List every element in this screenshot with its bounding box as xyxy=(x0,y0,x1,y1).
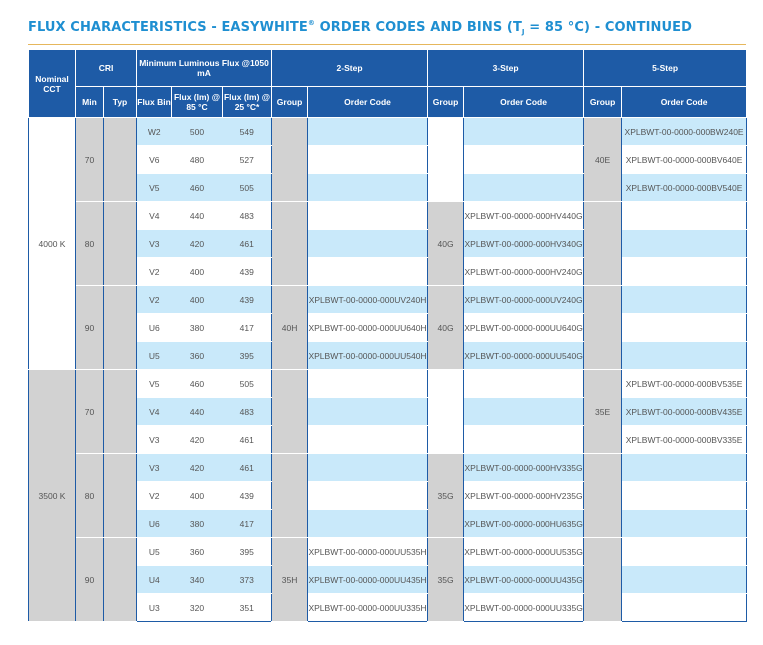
flux-85-cell: 400 xyxy=(172,286,223,314)
header-flux-bin: Flux Bin xyxy=(137,87,172,118)
flux-25-cell: 505 xyxy=(223,370,272,398)
2-step-order-code-cell xyxy=(308,174,428,202)
3-step-order-code-cell: XPLBWT-00-0000-000UU540G xyxy=(464,342,584,370)
2-step-order-code-cell xyxy=(308,258,428,286)
cri-typ-cell xyxy=(104,286,137,370)
5-step-order-code-cell xyxy=(622,594,747,622)
table-row xyxy=(29,286,747,314)
flux-bin-cell: V2 xyxy=(137,286,172,314)
flux-25-cell: 439 xyxy=(223,258,272,286)
5-step-group-cell: 35E xyxy=(584,370,622,454)
cri-typ-cell xyxy=(104,370,137,454)
flux-bin-cell: W2 xyxy=(137,118,172,146)
cri-min-cell: 90 xyxy=(76,286,104,370)
header-cri-typ: Typ xyxy=(104,87,137,118)
3-step-order-code-cell xyxy=(464,370,584,398)
3-step-order-code-cell xyxy=(464,398,584,426)
2-step-order-code-cell: XPLBWT-00-0000-000UV240H xyxy=(308,286,428,314)
5-step-group-cell xyxy=(584,538,622,622)
5-step-order-code-cell xyxy=(622,342,747,370)
2-step-group-cell: 40H xyxy=(272,286,308,370)
flux-bin-cell: V4 xyxy=(137,202,172,230)
2-step-order-code-cell xyxy=(308,146,428,174)
table-row xyxy=(29,510,747,538)
header-5-step-order-code: Order Code xyxy=(622,87,747,118)
3-step-order-code-cell xyxy=(464,426,584,454)
3-step-order-code-cell xyxy=(464,174,584,202)
table-row xyxy=(29,146,747,174)
table-row xyxy=(29,342,747,370)
5-step-group-cell xyxy=(584,286,622,370)
2-step-order-code-cell xyxy=(308,426,428,454)
cri-min-cell: 80 xyxy=(76,202,104,286)
2-step-group-cell xyxy=(272,118,308,202)
5-step-order-code-cell: XPLBWT-00-0000-000BV335E xyxy=(622,426,747,454)
3-step-order-code-cell: XPLBWT-00-0000-000UU435G xyxy=(464,566,584,594)
header-2-step-group: Group xyxy=(272,87,308,118)
flux-25-cell: 351 xyxy=(223,594,272,622)
table-row xyxy=(29,370,747,398)
3-step-order-code-cell xyxy=(464,118,584,146)
flux-85-cell: 500 xyxy=(172,118,223,146)
flux-25-cell: 461 xyxy=(223,426,272,454)
5-step-group-cell xyxy=(584,202,622,286)
header-5-step-group: Group xyxy=(584,87,622,118)
nominal-cct-cell: 3500 K xyxy=(29,370,76,622)
cri-typ-cell xyxy=(104,118,137,202)
3-step-order-code-cell: XPLBWT-00-0000-000HV340G xyxy=(464,230,584,258)
2-step-order-code-cell: XPLBWT-00-0000-000UU335H xyxy=(308,594,428,622)
cri-typ-cell xyxy=(104,538,137,622)
flux-bin-cell: V3 xyxy=(137,454,172,482)
flux-25-cell: 505 xyxy=(223,174,272,202)
flux-bin-cell: V5 xyxy=(137,174,172,202)
flux-85-cell: 360 xyxy=(172,342,223,370)
flux-85-cell: 360 xyxy=(172,538,223,566)
table-row xyxy=(29,314,747,342)
flux-table xyxy=(28,49,747,622)
flux-25-cell: 395 xyxy=(223,538,272,566)
5-step-order-code-cell: XPLBWT-00-0000-000BW240E xyxy=(622,118,747,146)
table-row xyxy=(29,174,747,202)
table-row xyxy=(29,454,747,482)
cri-min-cell: 70 xyxy=(76,118,104,202)
flux-85-cell: 400 xyxy=(172,258,223,286)
2-step-order-code-cell: XPLBWT-00-0000-000UU435H xyxy=(308,566,428,594)
5-step-order-code-cell xyxy=(622,314,747,342)
flux-bin-cell: U6 xyxy=(137,510,172,538)
3-step-group-cell xyxy=(428,118,464,202)
3-step-group-cell xyxy=(428,370,464,454)
flux-85-cell: 380 xyxy=(172,314,223,342)
cri-min-cell: 80 xyxy=(76,454,104,538)
2-step-order-code-cell xyxy=(308,454,428,482)
flux-85-cell: 420 xyxy=(172,454,223,482)
3-step-order-code-cell: XPLBWT-00-0000-000HU635G xyxy=(464,510,584,538)
3-step-group-cell: 40G xyxy=(428,286,464,370)
page-title: FLUX CHARACTERISTICS - EASYWHITE® ORDER CODES AND BINS ($T_J = 85$ °C) - CONTINUED xyxy=(28,19,693,36)
table-row xyxy=(29,538,747,566)
flux-85-cell: 440 xyxy=(172,202,223,230)
flux-bin-cell: V2 xyxy=(137,258,172,286)
flux-25-cell: 527 xyxy=(223,146,272,174)
cri-min-cell: 90 xyxy=(76,538,104,622)
flux-25-cell: 549 xyxy=(223,118,272,146)
5-step-order-code-cell: XPLBWT-00-0000-000BV535E xyxy=(622,370,747,398)
flux-25-cell: 483 xyxy=(223,202,272,230)
5-step-order-code-cell: XPLBWT-00-0000-000BV640E xyxy=(622,146,747,174)
flux-85-cell: 480 xyxy=(172,146,223,174)
5-step-order-code-cell xyxy=(622,258,747,286)
2-step-group-cell xyxy=(272,454,308,538)
header-2-step-order-code: Order Code xyxy=(308,87,428,118)
flux-bin-cell: U3 xyxy=(137,594,172,622)
flux-25-cell: 417 xyxy=(223,510,272,538)
header-3-step: 3-Step xyxy=(428,50,584,87)
5-step-order-code-cell xyxy=(622,538,747,566)
flux-25-cell: 461 xyxy=(223,230,272,258)
cri-typ-cell xyxy=(104,454,137,538)
header-2-step: 2-Step xyxy=(272,50,428,87)
2-step-order-code-cell: XPLBWT-00-0000-000UU535H xyxy=(308,538,428,566)
flux-85-cell: 460 xyxy=(172,370,223,398)
2-step-order-code-cell xyxy=(308,398,428,426)
2-step-order-code-cell xyxy=(308,202,428,230)
header-cri: CRI xyxy=(76,50,137,87)
3-step-group-cell: 35G xyxy=(428,454,464,538)
table-row xyxy=(29,230,747,258)
cri-min-cell: 70 xyxy=(76,370,104,454)
5-step-order-code-cell xyxy=(622,510,747,538)
3-step-order-code-cell: XPLBWT-00-0000-000HV235G xyxy=(464,482,584,510)
header-flux-85: Flux (lm) @ 85 °C xyxy=(172,87,223,118)
3-step-order-code-cell: XPLBWT-00-0000-000HV335G xyxy=(464,454,584,482)
3-step-order-code-cell: XPLBWT-00-0000-000UV240G xyxy=(464,286,584,314)
5-step-order-code-cell: XPLBWT-00-0000-000BV435E xyxy=(622,398,747,426)
flux-85-cell: 440 xyxy=(172,398,223,426)
3-step-order-code-cell xyxy=(464,146,584,174)
table-row xyxy=(29,566,747,594)
3-step-group-cell: 40G xyxy=(428,202,464,286)
2-step-order-code-cell: XPLBWT-00-0000-000UU640H xyxy=(308,314,428,342)
header-flux-25: Flux (lm) @ 25 °C* xyxy=(223,87,272,118)
5-step-order-code-cell xyxy=(622,566,747,594)
2-step-order-code-cell xyxy=(308,118,428,146)
5-step-order-code-cell xyxy=(622,230,747,258)
table-row xyxy=(29,258,747,286)
flux-25-cell: 483 xyxy=(223,398,272,426)
flux-25-cell: 439 xyxy=(223,286,272,314)
flux-85-cell: 420 xyxy=(172,426,223,454)
2-step-group-cell: 35H xyxy=(272,538,308,622)
table-row xyxy=(29,202,747,230)
registered-mark: ® xyxy=(307,19,315,27)
2-step-order-code-cell: XPLBWT-00-0000-000UU540H xyxy=(308,342,428,370)
2-step-order-code-cell xyxy=(308,510,428,538)
flux-bin-cell: V6 xyxy=(137,146,172,174)
flux-25-cell: 461 xyxy=(223,454,272,482)
flux-bin-cell: V4 xyxy=(137,398,172,426)
flux-25-cell: 439 xyxy=(223,482,272,510)
flux-bin-cell: V2 xyxy=(137,482,172,510)
3-step-order-code-cell: XPLBWT-00-0000-000UU335G xyxy=(464,594,584,622)
flux-bin-cell: U6 xyxy=(137,314,172,342)
5-step-group-cell: 40E xyxy=(584,118,622,202)
3-step-group-cell: 35G xyxy=(428,538,464,622)
header-3-step-order-code: Order Code xyxy=(464,87,584,118)
5-step-order-code-cell xyxy=(622,482,747,510)
flux-85-cell: 340 xyxy=(172,566,223,594)
flux-85-cell: 320 xyxy=(172,594,223,622)
flux-bin-cell: U5 xyxy=(137,342,172,370)
2-step-order-code-cell xyxy=(308,482,428,510)
flux-85-cell: 460 xyxy=(172,174,223,202)
table-row xyxy=(29,426,747,454)
5-step-group-cell xyxy=(584,454,622,538)
3-step-order-code-cell: XPLBWT-00-0000-000HV440G xyxy=(464,202,584,230)
5-step-order-code-cell: XPLBWT-00-0000-000BV540E xyxy=(622,174,747,202)
flux-bin-cell: V5 xyxy=(137,370,172,398)
5-step-order-code-cell xyxy=(622,202,747,230)
5-step-order-code-cell xyxy=(622,454,747,482)
header-cri-min: Min xyxy=(76,87,104,118)
5-step-order-code-cell xyxy=(622,286,747,314)
3-step-order-code-cell: XPLBWT-00-0000-000HV240G xyxy=(464,258,584,286)
flux-85-cell: 420 xyxy=(172,230,223,258)
2-step-order-code-cell xyxy=(308,370,428,398)
header-nominal-cct: Nominal CCT xyxy=(29,50,76,118)
flux-bin-cell: V3 xyxy=(137,230,172,258)
table-row xyxy=(29,482,747,510)
flux-85-cell: 400 xyxy=(172,482,223,510)
flux-25-cell: 417 xyxy=(223,314,272,342)
2-step-group-cell xyxy=(272,370,308,454)
header-3-step-group: Group xyxy=(428,87,464,118)
2-step-group-cell xyxy=(272,202,308,286)
header-min-flux: Minimum Luminous Flux @1050 mA xyxy=(137,50,272,87)
cri-typ-cell xyxy=(104,202,137,286)
flux-85-cell: 380 xyxy=(172,510,223,538)
table-row xyxy=(29,398,747,426)
3-step-order-code-cell: XPLBWT-00-0000-000UU640G xyxy=(464,314,584,342)
junction-subscript: J xyxy=(521,28,525,36)
table-row xyxy=(29,594,747,622)
flux-bin-cell: V3 xyxy=(137,426,172,454)
flux-25-cell: 373 xyxy=(223,566,272,594)
nominal-cct-cell: 4000 K xyxy=(29,118,76,370)
2-step-order-code-cell xyxy=(308,230,428,258)
flux-25-cell: 395 xyxy=(223,342,272,370)
table-row xyxy=(29,118,747,146)
3-step-order-code-cell: XPLBWT-00-0000-000UU535G xyxy=(464,538,584,566)
flux-bin-cell: U5 xyxy=(137,538,172,566)
flux-bin-cell: U4 xyxy=(137,566,172,594)
header-5-step: 5-Step xyxy=(584,50,747,87)
title-divider xyxy=(28,44,746,45)
